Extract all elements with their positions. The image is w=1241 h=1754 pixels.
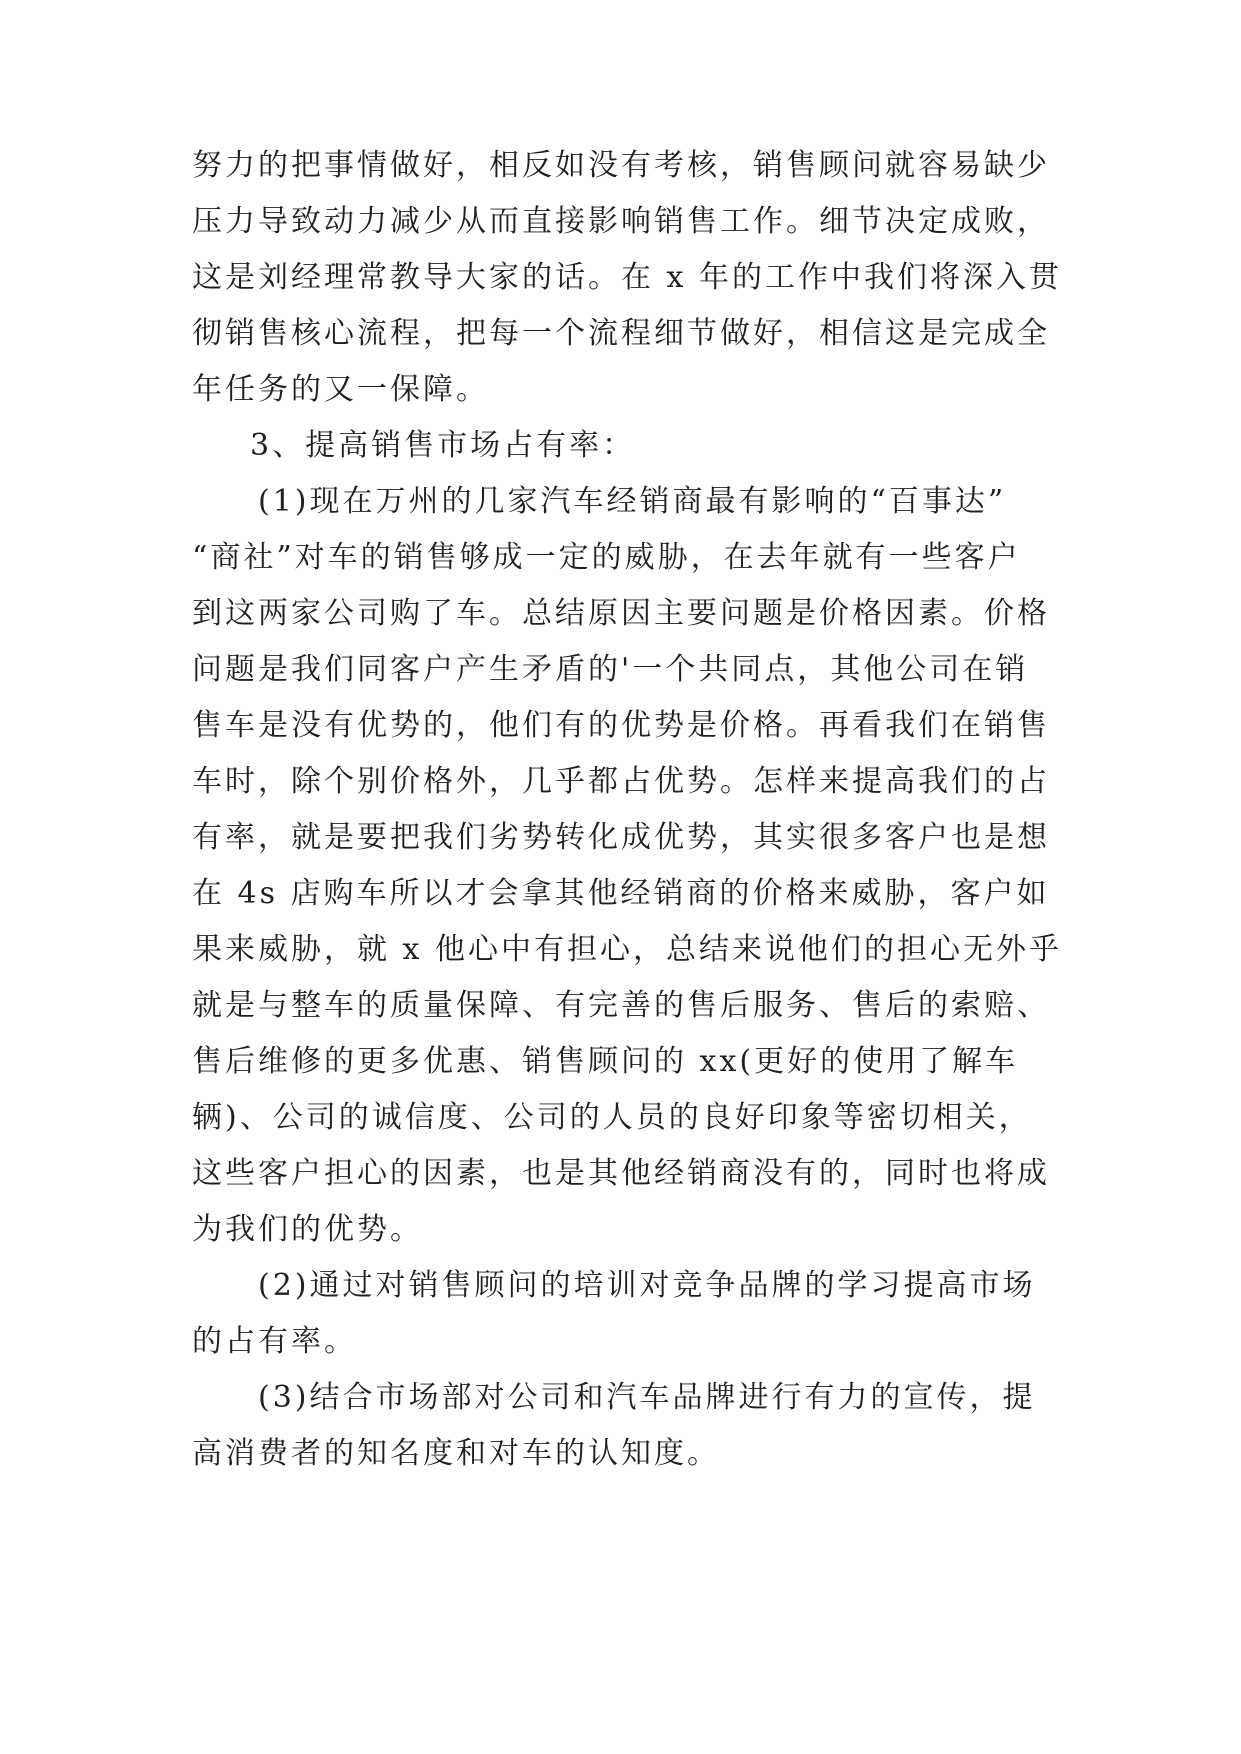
text-line: 售车是没有优势的，他们有的优势是价格。再看我们在销售 [192, 708, 1050, 743]
section-heading: 3、提高销售市场占有率： [250, 428, 636, 463]
text-line: 彻销售核心流程，把每一个流程细节做好，相信这是完成全 [192, 316, 1050, 351]
text-line: 有率，就是要把我们劣势转化成优势，其实很多客户也是想 [192, 820, 1050, 855]
text-line: 这是刘经理常教导大家的话。在 x 年的工作中我们将深入贯 [192, 260, 1062, 295]
text-line: 努力的把事情做好，相反如没有考核，销售顾问就容易缺少 [192, 148, 1050, 183]
text-line: 这些客户担心的因素，也是其他经销商没有的，同时也将成 [192, 1156, 1050, 1191]
text-line: 年任务的又一保障。 [192, 372, 489, 407]
text-line: “商社”对车的销售够成一定的威胁，在去年就有一些客户 [192, 540, 1021, 575]
text-line: 的占有率。 [192, 1324, 357, 1359]
text-line: 高消费者的知名度和对车的认知度。 [192, 1436, 720, 1471]
text-line: 售后维修的更多优惠、销售顾问的 xx(更好的使用了解车 [192, 1044, 1019, 1079]
text-line: 在 4s 店购车所以才会拿其他经销商的价格来威胁，客户如 [192, 876, 1050, 911]
text-line: 辆)、公司的诚信度、公司的人员的良好印象等密切相关， [192, 1100, 1032, 1135]
text-line: 压力导致动力减少从而直接影响销售工作。细节决定成败， [192, 204, 1050, 239]
text-line: 果来威胁，就 x 他心中有担心，总结来说他们的担心无外乎 [192, 932, 1062, 967]
text-line: 到这两家公司购了车。总结原因主要问题是价格因素。价格 [192, 596, 1050, 631]
text-line: 问题是我们同客户产生矛盾的'一个共同点，其他公司在销 [192, 652, 1029, 687]
text-line: 就是与整车的质量保障、有完善的售后服务、售后的索赔、 [192, 988, 1050, 1023]
text-line: (1)现在万州的几家汽车经销商最有影响的“百事达” [258, 484, 1007, 519]
text-line: 为我们的优势。 [192, 1212, 423, 1247]
text-line: 车时，除个别价格外，几乎都占优势。怎样来提高我们的占 [192, 764, 1050, 799]
text-line: (3)结合市场部对公司和汽车品牌进行有力的宣传，提 [258, 1380, 1036, 1415]
text-line: (2)通过对销售顾问的培训对竞争品牌的学习提高市场 [258, 1268, 1036, 1303]
